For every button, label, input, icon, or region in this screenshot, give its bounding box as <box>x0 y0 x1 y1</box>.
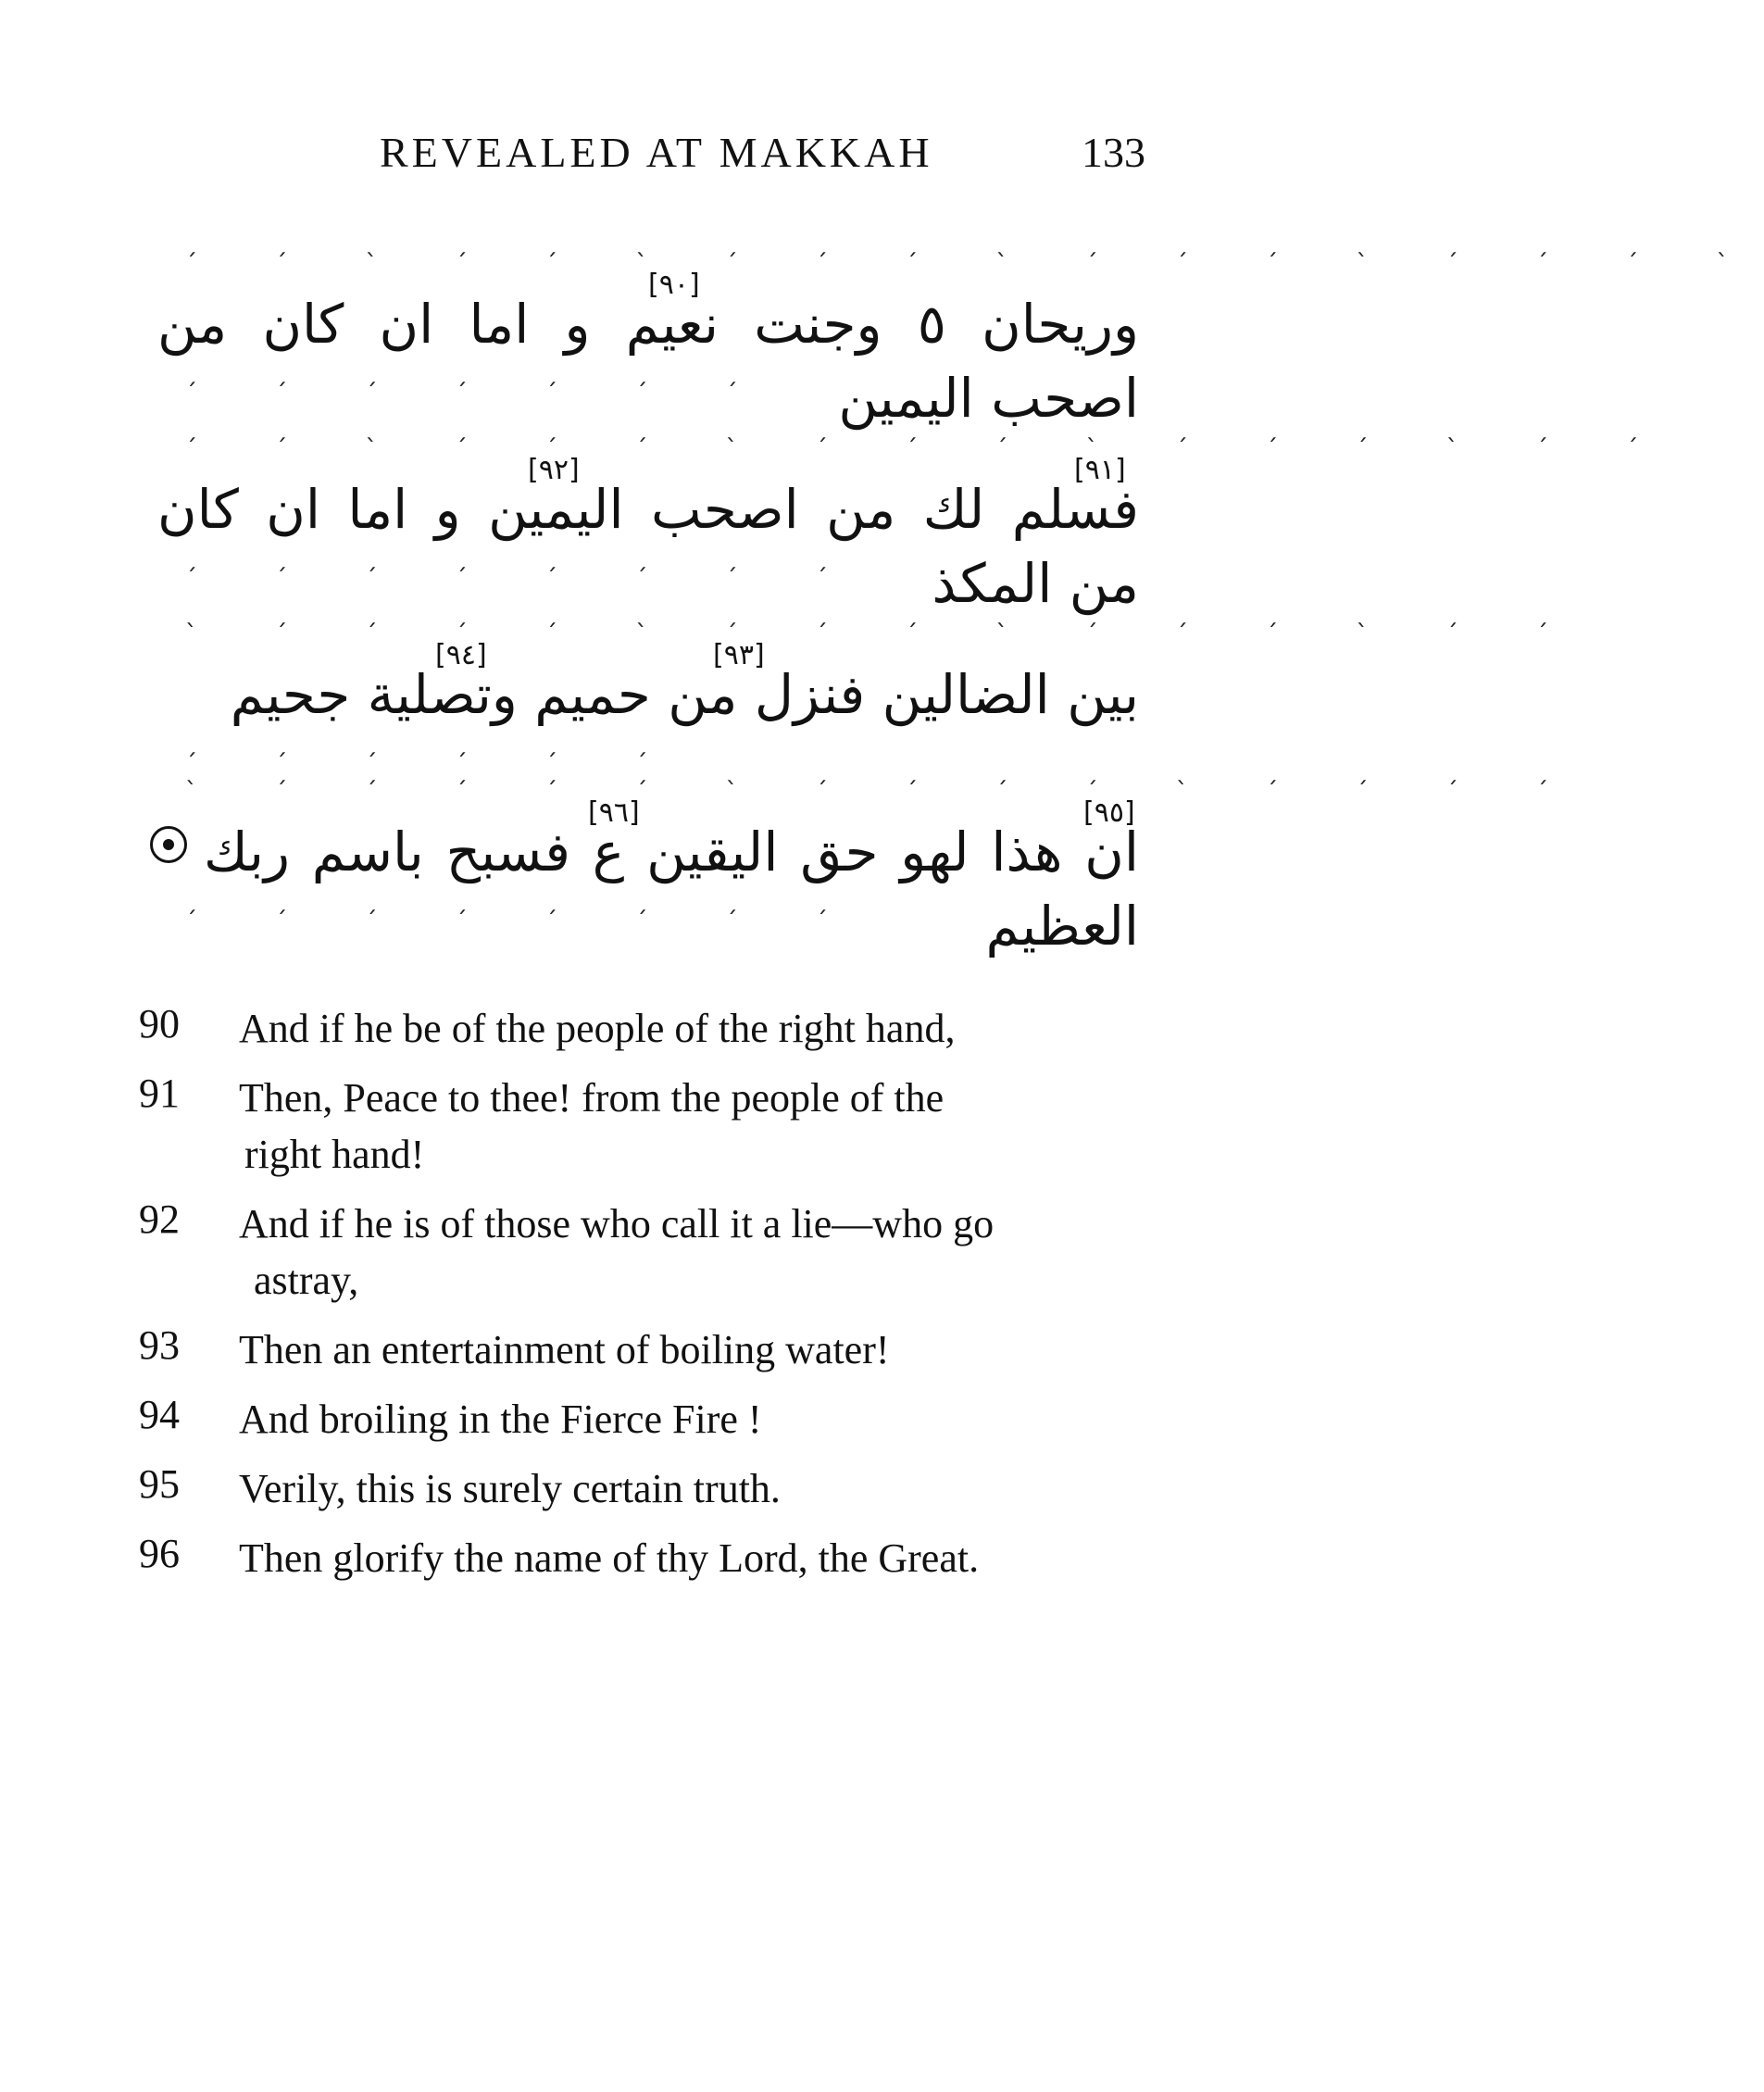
vowel-marks: ˋ ˊ ˊ ˊ ˊ ˊ ˋ ˊ ˊ ˊ ˊ ˋ ˊ ˊ ˊ ˊ <box>185 778 1583 806</box>
verse-text <box>239 1460 1185 1517</box>
verse-number: 92 <box>139 1196 180 1242</box>
verse-number: 90 <box>139 1001 180 1046</box>
running-head: REVEALED AT MAKKAH <box>380 129 933 176</box>
verse-end-ornament-icon <box>150 826 187 863</box>
arabic-line-3 <box>157 620 1583 759</box>
verse-line: Then glorify the name of thy Lord, the Great. <box>239 1535 980 1581</box>
translation <box>139 1000 1185 1599</box>
arabic-text: ان هذا لهو حق اليقين ع فسبح باسم ربك العظيم <box>204 821 1139 958</box>
vowel-marks: ˋ ˊ ˊ ˊ ˊ ˋ ˊ ˊ ˊ ˋ ˊ ˊ ˊ ˋ ˊ ˊ <box>185 620 1583 648</box>
verse-text <box>239 1070 1185 1183</box>
verse-marker: [٩٣] <box>713 639 765 671</box>
verse-number: 93 <box>139 1322 180 1368</box>
vowel-marks: ˊ ˊ ˋ ˊ ˊ ˊ ˋ ˊ ˊ ˊ ˋ ˊ ˊ ˊ ˋ ˊ ˊ <box>185 435 1674 463</box>
vowel-marks: ˏ ˏ ˏ ˏ ˏ ˏ ˏ ˏ <box>185 545 863 572</box>
verse-row <box>139 1070 1185 1183</box>
verse-text <box>239 1322 1185 1378</box>
verse-line: right hand! <box>244 1132 425 1177</box>
page-header <box>0 128 1361 193</box>
verse-text <box>239 1391 1185 1447</box>
arabic-line-1 <box>157 250 1764 430</box>
verse-marker: [٩٦] <box>588 796 640 829</box>
verse-text <box>239 1196 1185 1309</box>
vowel-marks: ˏ ˏ ˏ ˏ ˏ ˏ ˏ ˏ <box>185 887 863 915</box>
verse-line: And broiling in the Fierce Fire ! <box>239 1397 762 1442</box>
verse-marker: [٩٥] <box>1083 796 1135 829</box>
arabic-line-4 <box>157 778 1583 958</box>
arabic-text: بين الضالين فنزل من حميم وتصلية جحيم <box>230 663 1139 726</box>
verse-number: 96 <box>139 1531 180 1576</box>
verse-row <box>139 1460 1185 1517</box>
verse-row <box>139 1391 1185 1447</box>
verse-marker: [٩٤] <box>435 639 487 671</box>
verse-marker: [٩٠] <box>648 269 700 301</box>
vowel-marks: ˊ ˊ ˋ ˊ ˊ ˋ ˊ ˊ ˊ ˋ ˊ ˊ ˊ ˋ ˊ ˊ ˊ ˋ <box>185 250 1764 278</box>
verse-text <box>239 1000 1185 1057</box>
arabic-line-2 <box>157 435 1674 615</box>
arabic-text: وريحان ٥ وجنت نعيم و اما ان كان من اصحب اليمين <box>157 293 1139 430</box>
verse-row <box>139 1000 1185 1057</box>
page-number: 133 <box>1082 129 1145 176</box>
verse-text <box>239 1530 1185 1586</box>
vowel-marks: ˏ ˏ ˏ ˏ ˏ ˏ ˏ <box>185 359 773 387</box>
verse-line: And if he be of the people of the right hand, <box>239 1006 956 1051</box>
verse-line: astray, <box>254 1258 359 1303</box>
vowel-marks: ˏ ˏ ˏ ˏ ˏ ˏ <box>185 730 683 758</box>
verse-row <box>139 1322 1185 1378</box>
verse-number: 94 <box>139 1392 180 1437</box>
verse-row <box>139 1530 1185 1586</box>
verse-number: 95 <box>139 1461 180 1507</box>
verse-number: 91 <box>139 1071 180 1116</box>
verse-line: Then an entertainment of boiling water! <box>239 1327 890 1372</box>
verse-line: Then, Peace to thee! from the people of the <box>239 1075 945 1121</box>
verse-marker: [٩٢] <box>528 454 580 486</box>
verse-row <box>139 1196 1185 1309</box>
arabic-text: فسلم لك من اصحب اليمين و اما ان كان من المكذ <box>157 478 1139 615</box>
verse-line: Verily, this is surely certain truth. <box>239 1466 781 1511</box>
verse-marker: [٩١] <box>1074 454 1126 486</box>
verse-line: And if he is of those who call it a lie—who go <box>239 1201 995 1246</box>
